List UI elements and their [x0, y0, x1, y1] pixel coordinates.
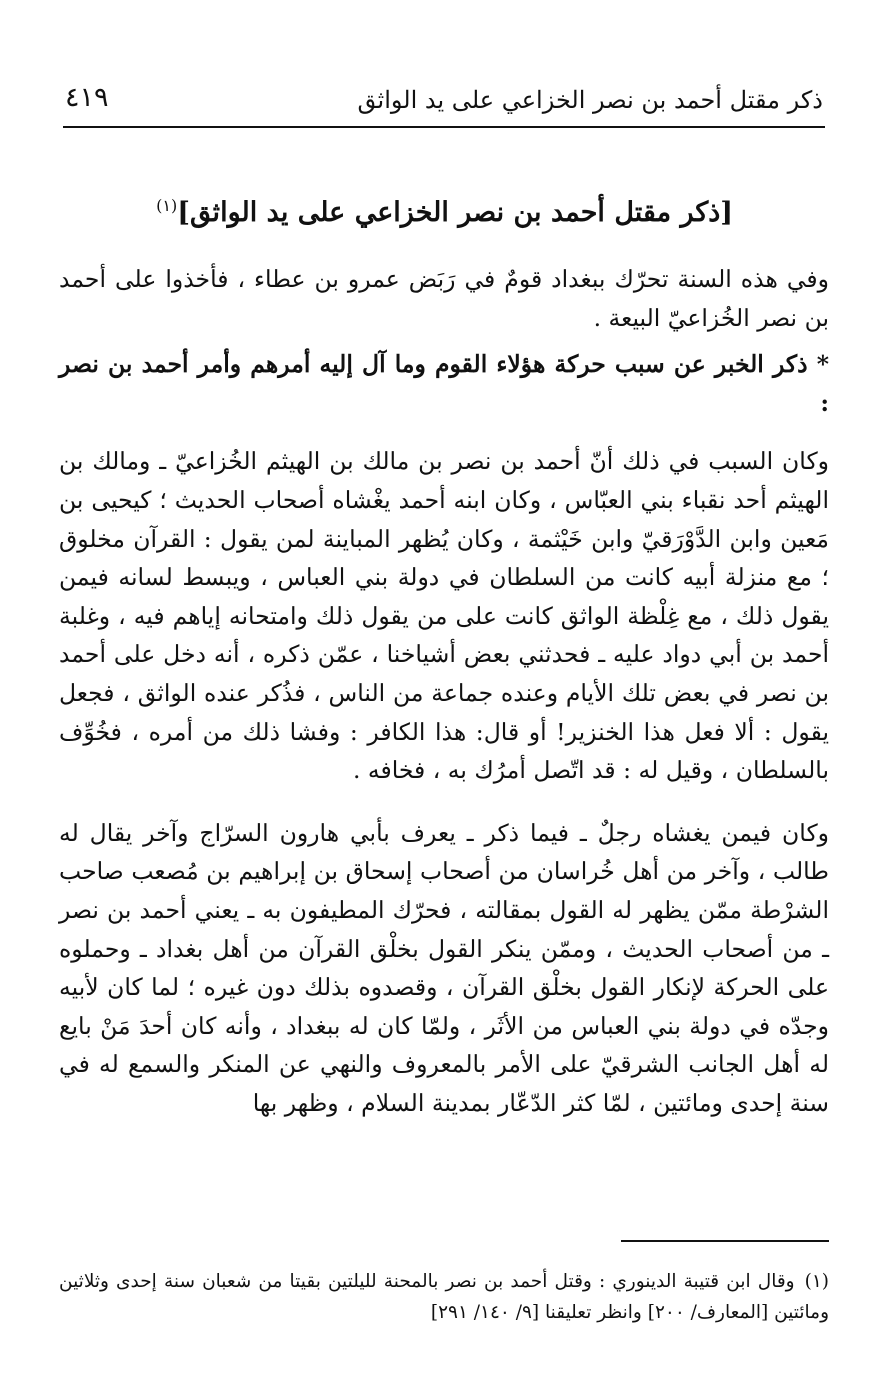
running-header — [63, 80, 825, 128]
paragraph-followers: وكان فيمن يغشاه رجلٌ ـ فيما ذكر ـ يعرف بأبي هارون السرّاج وآخر يقال له طالب ، وآخر من أهل خُراسان من أصحاب إسحاق بن إبراهيم بن مُصعب صاحب الشرْطة ممّن يظهر له القول بمقالته ، فحرّك المطيفون به ـ يعني أحمد بن نصر ـ من أصحاب الحديث ، وممّن ينكر القول بخلْق القرآن من أهل بغداد ـ وحملوه على الحركة لإنكار القول بخلْق القرآن ، وقصدوه بذلك دون غيره ؛ لما كان لأبيه وجدّه في دولة بني العباس من الأثَر ، ولمّا كان له ببغداد ، وأنه كان أحدَ مَنْ بايع له أهل الجانب الشرقيّ على الأمر بالمعروف والنهي عن المنكر والسمع له في سنة إحدى ومائتين ، لمّا كثر الدّعّار بمدينة السلام ، وظهر بها — [59, 818, 829, 1117]
chapter-heading — [156, 196, 733, 228]
paragraph-intro: وفي هذه السنة تحرّك ببغداد قومٌ في رَبَض عمرو بن عطاء ، فأخذوا على أحمد بن نصر الخُزاعيّ البيعة . — [59, 265, 829, 332]
footnote-marker: (١) — [804, 1271, 829, 1292]
paragraph-cause: وكان السبب في ذلك أنّ أحمد بن نصر بن مالك بن الهيثم الخُزاعيّ ـ ومالك بن الهيثم أحد نقباء بني العبّاس ، وكان ابنه أحمد يغْشاه أصحاب الحديث ؛ كيحيى بن مَعين وابن الدَّوْرَقيّ وابن خَيْثمة ، وكان يُظهر المباينة لمن يقول : القرآن مخلوق ؛ مع منزلة أبيه كانت من السلطان في دولة بني العباس ، ويبسط لسانه فيمن يقول ذلك ، مع غِلْظة الواثق كانت على من يقول ذلك وامتحانه إياهم فيه ، وغلبة أحمد بن أبي دواد عليه ـ فحدثني بعض أشياخنا ، عمّن ذكره ، أنه دخل على أحمد بن نصر في بعض تلك الأيام وعنده جماعة من الناس ، فذُكر عنده الواثق ، فجعل يقول : ألا فعل هذا الخنزير! أو قال: هذا الكافر : وفشا ذلك من أمره ، فخُوِّف بالسلطان ، وقيل له : قد اتّصل أمرُك به ، فخافه . — [59, 447, 829, 785]
footnote-reference[interactable]: (١) — [156, 196, 178, 215]
chapter-title: [ذكر مقتل أحمد بن نصر الخزاعي على يد الواثق] — [177, 197, 733, 228]
footnote — [59, 1266, 829, 1328]
body-text — [59, 260, 829, 1122]
page-number: ٤١٩ — [65, 82, 109, 113]
section-subheading: * ذكر الخبر عن سبب حركة هؤلاء القوم وما آل إليه أمرهم وأمر أحمد بن نصر : — [59, 350, 829, 417]
running-title: ذكر مقتل أحمد بن نصر الخزاعي على يد الواثق — [357, 86, 823, 114]
footnote-text: وقال ابن قتيبة الدينوري : وقتل أحمد بن نصر بالمحنة لليلتين بقيتا من شعبان سنة إحدى وثلاثين ومائتين [المعارف/ ٢٠٠] وانظر تعليقنا [٩/ ١٤٠/ ٢٩١] — [59, 1271, 829, 1323]
footnote-divider — [621, 1240, 829, 1242]
